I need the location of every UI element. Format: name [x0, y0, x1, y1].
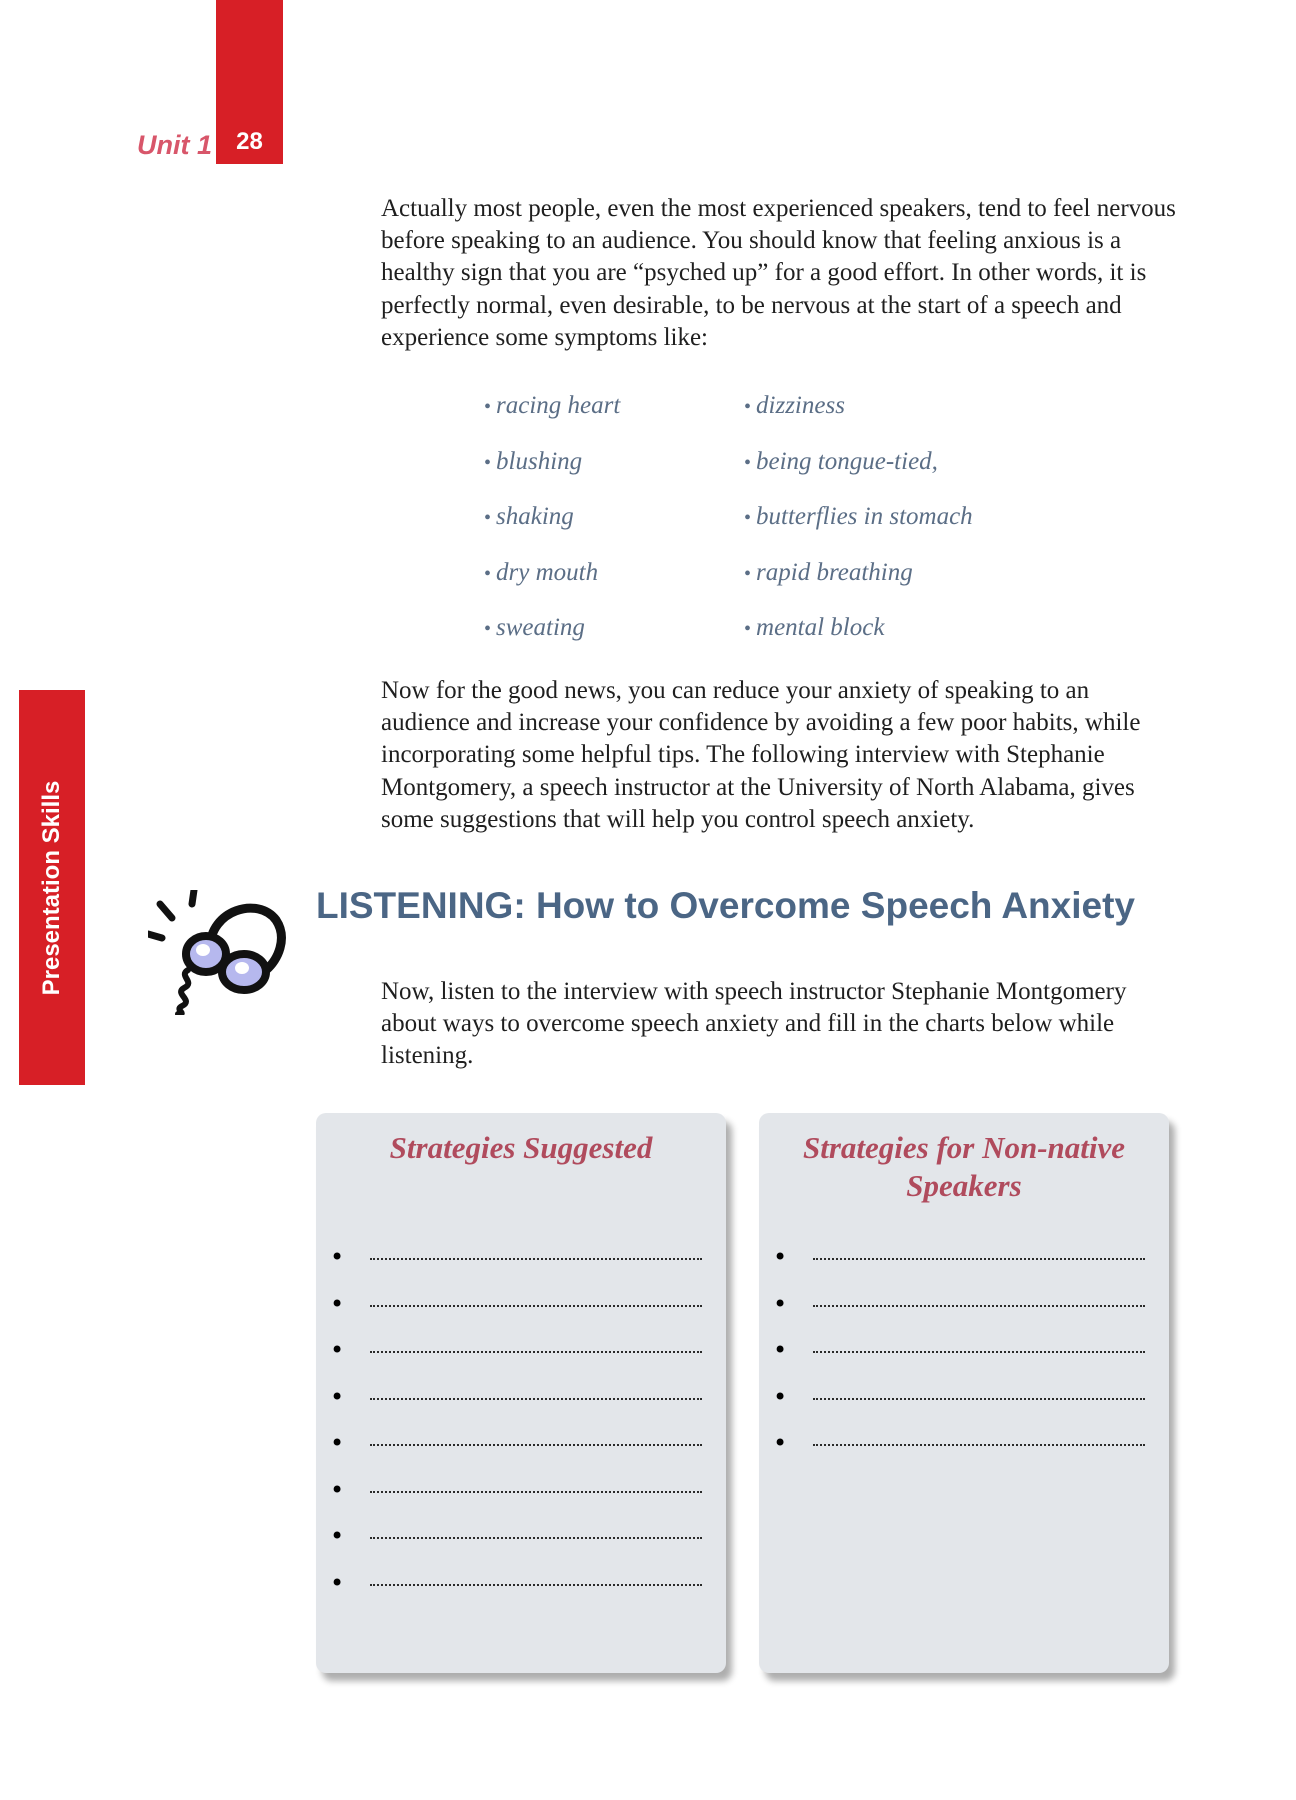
symptom-item: • blushing	[484, 447, 583, 475]
symptom-list-left	[484, 392, 620, 670]
side-chapter-label: Presentation Skills	[38, 780, 65, 995]
fill-in-line[interactable]: •	[759, 1431, 1169, 1478]
blank-list	[316, 1245, 726, 1617]
symptom-item: • dizziness	[744, 392, 845, 419]
fill-in-line[interactable]: •	[316, 1478, 726, 1525]
fill-in-line[interactable]: •	[759, 1245, 1169, 1292]
symptom-item: • mental block	[744, 614, 885, 641]
headphones-icon	[148, 890, 288, 1015]
listening-instructions: Now, listen to the interview with speech instructor Stephanie Montgomery about ways to overcome speech anxiety and fill in the charts below while listening.	[381, 978, 1127, 1070]
unit-label: Unit 1	[137, 130, 213, 160]
fill-in-line[interactable]: •	[316, 1292, 726, 1339]
chart-title: Strategies Suggested	[389, 1130, 653, 1165]
fill-in-line[interactable]: •	[759, 1385, 1169, 1432]
symptom-item: • dry mouth	[484, 558, 599, 586]
page-number: 28	[236, 128, 263, 155]
fill-in-line[interactable]: •	[759, 1292, 1169, 1339]
strategies-suggested-chart	[316, 1113, 726, 1673]
blank-list	[759, 1245, 1169, 1478]
side-chapter-tab	[19, 690, 85, 1085]
fill-in-line[interactable]: •	[316, 1431, 726, 1478]
non-native-strategies-chart	[759, 1113, 1169, 1673]
symptom-item: • butterflies in stomach	[744, 503, 973, 530]
symptom-item: • sweating	[484, 614, 585, 641]
intro-paragraph: Actually most people, even the most experienced speakers, tend to feel nervous before speaking to an audience. You should know that feeling anxious is a healthy sign that you are “psyched up” for a good effort. In other words, it is perfectly normal, even desirable, to be nervous at the start of a speech and experience some symptoms like:	[381, 195, 1176, 351]
fill-in-line[interactable]: •	[316, 1245, 726, 1292]
fill-in-line[interactable]: •	[316, 1338, 726, 1385]
listening-section-title: LISTENING: How to Overcome Speech Anxiety	[316, 885, 1135, 926]
fill-in-line[interactable]: •	[759, 1338, 1169, 1385]
fill-in-line[interactable]: •	[316, 1385, 726, 1432]
symptom-list-right	[744, 392, 973, 670]
symptom-item: • shaking	[484, 503, 574, 530]
symptom-item: • being tongue-tied,	[744, 447, 938, 475]
chart-title: Strategies for Non-native Speakers	[802, 1130, 1126, 1203]
fill-in-line[interactable]: •	[316, 1524, 726, 1571]
good-news-paragraph: Now for the good news, you can reduce your anxiety of speaking to an audience and increase your confidence by avoiding a few poor habits, while incorporating some helpful tips. The following interview with Stephanie Montgomery, a speech instructor at the University of North Alabama, gives some suggestions that will help you control speech anxiety.	[381, 677, 1141, 833]
symptom-item: • rapid breathing	[744, 558, 913, 586]
symptom-item: • racing heart	[484, 392, 621, 419]
fill-in-line[interactable]: •	[316, 1571, 726, 1618]
